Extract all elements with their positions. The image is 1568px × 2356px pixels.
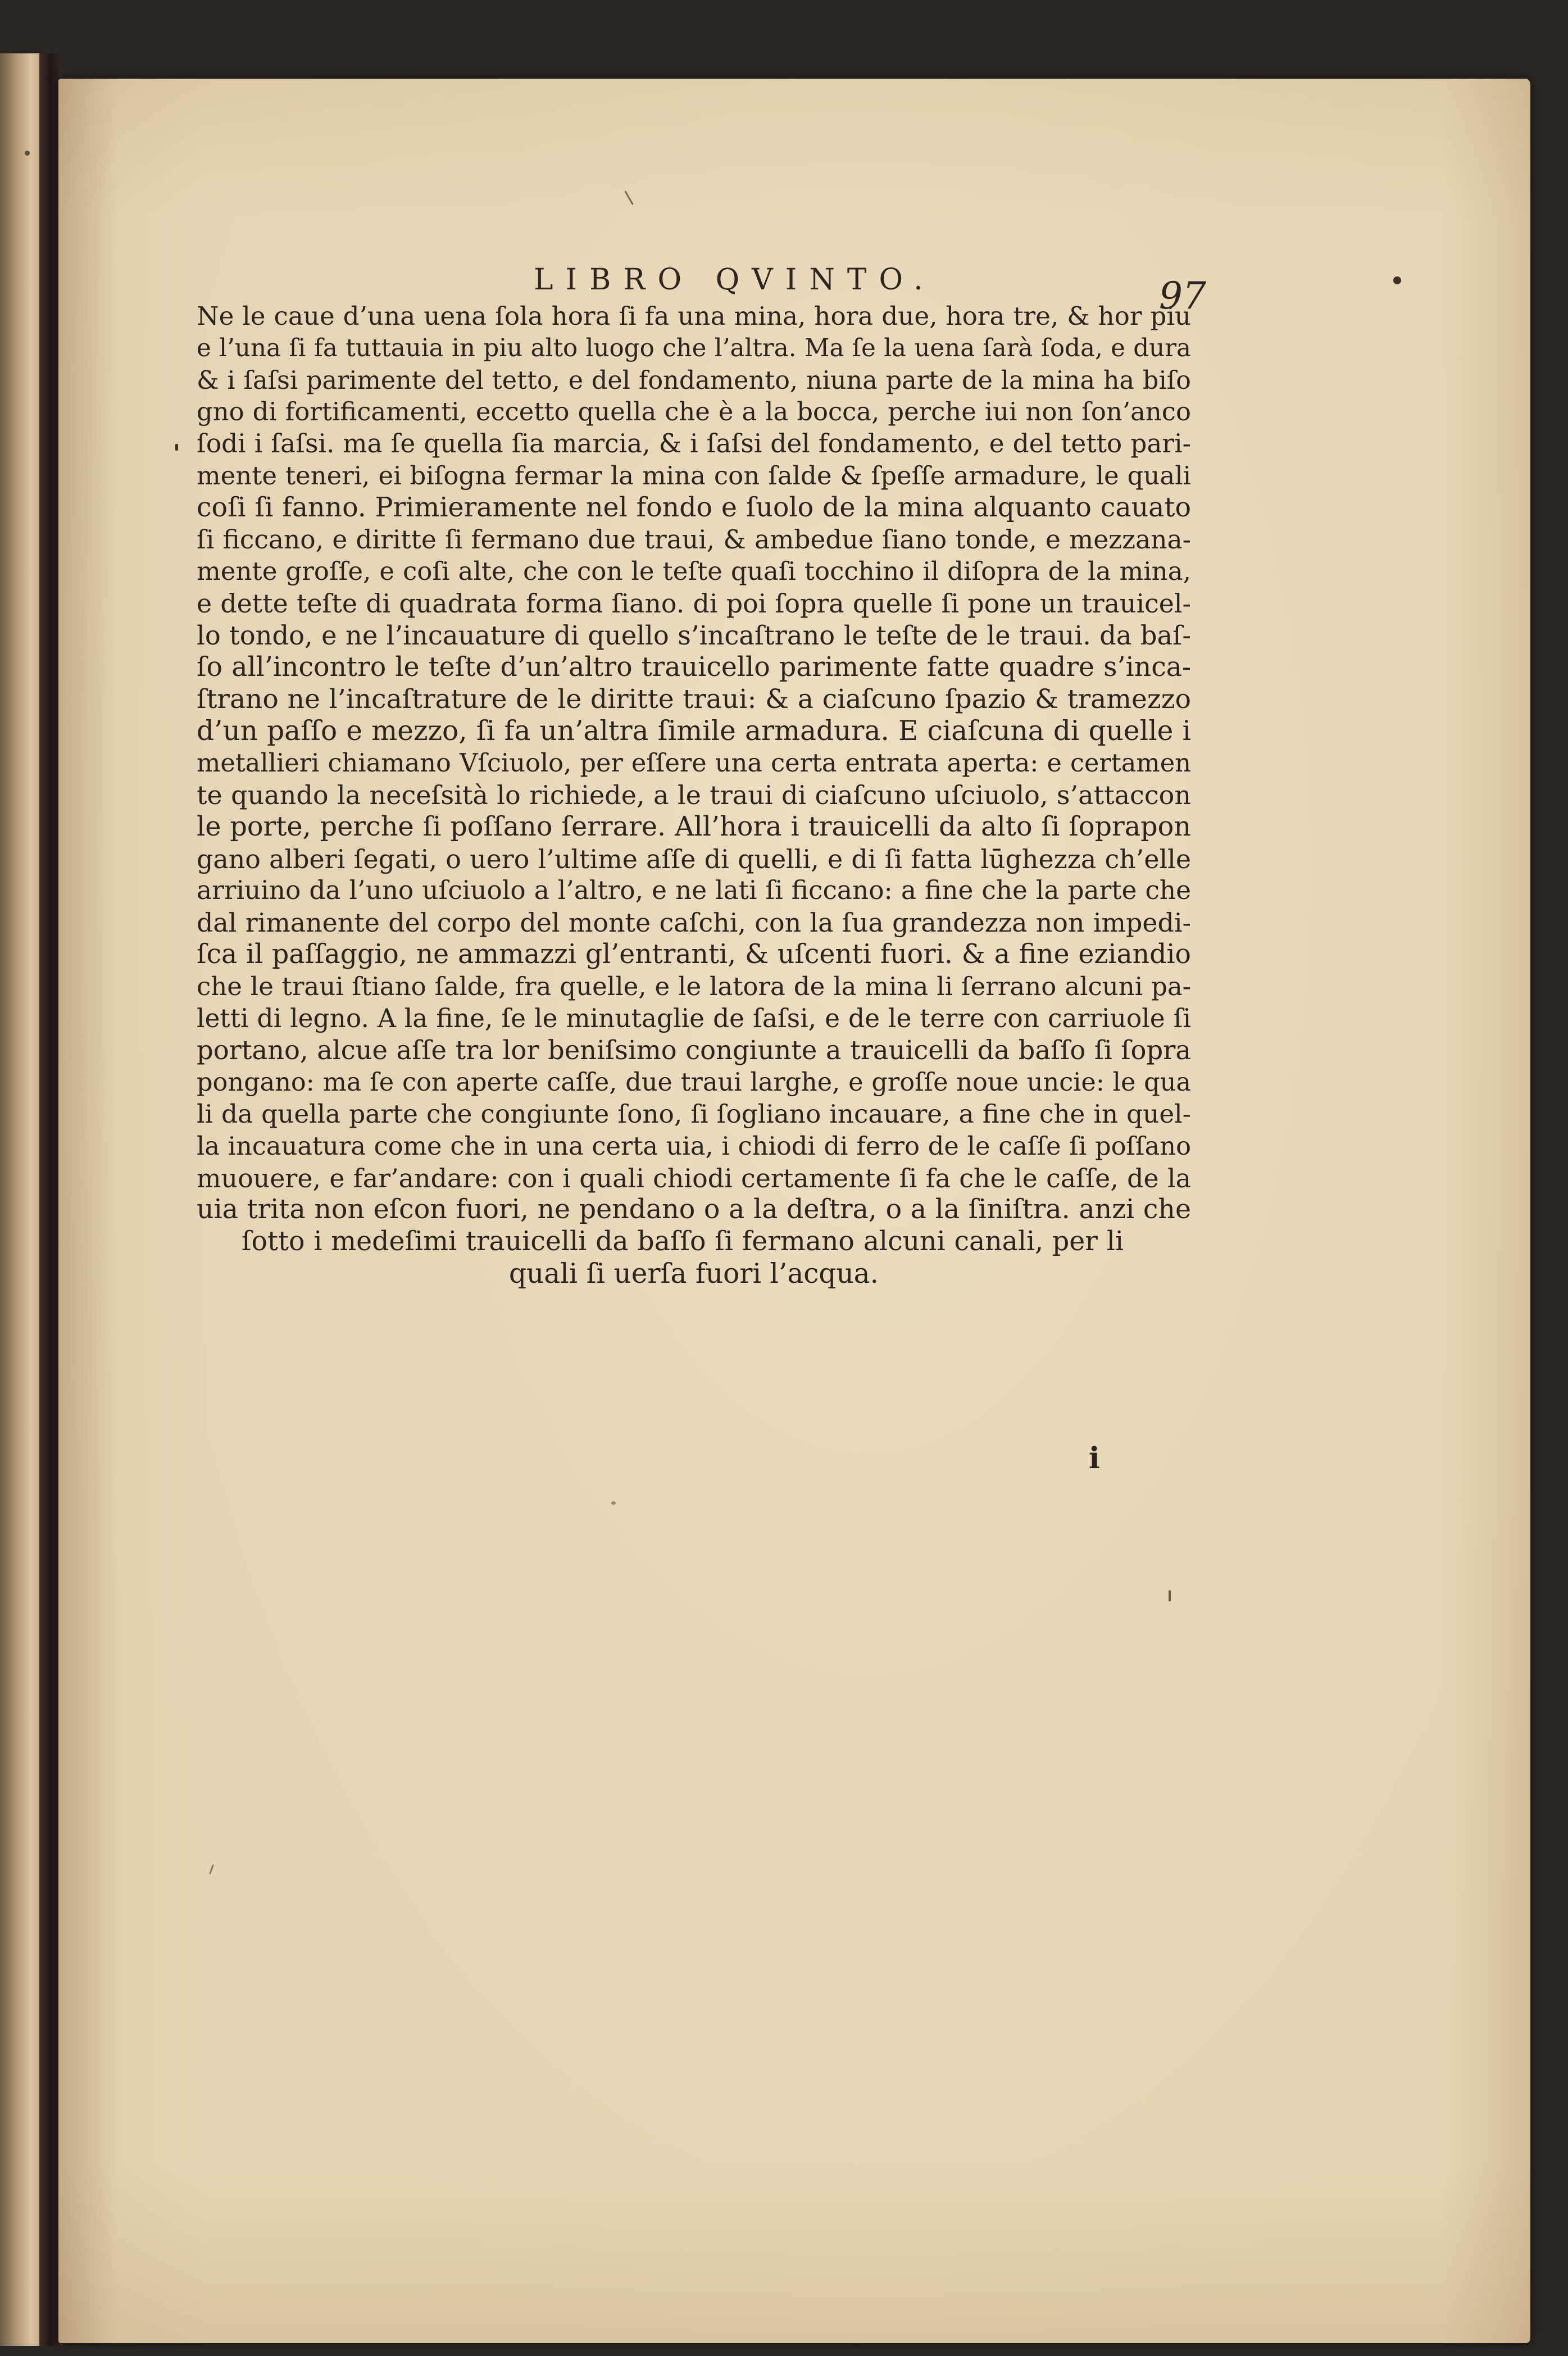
text-line: ſca il paſſaggio, ne ammazzi gl’entranti, & uſcenti fuori. & a fine eziandio: [197, 938, 1191, 970]
left-page-edge: [0, 53, 39, 2346]
text-line: ſtrano ne l’incaſtrature de le diritte traui: & a ciaſcuno ſpazio & tramezzo: [197, 683, 1191, 715]
text-line: ſotto i medeſimi trauicelli da baſſo ſi fermano alcuni canali, per li: [242, 1226, 1124, 1258]
ink-mark: [175, 444, 178, 451]
paper-stain: [611, 1501, 616, 1505]
text-line: dal rimanente del corpo del monte caſchi, con la ſua grandezza non impedi-: [197, 907, 1191, 938]
text-line: e l’una ſi fa tuttauia in piu alto luogo che l’altra. Ma ſe la uena ſarà ſoda, e dura: [197, 334, 1191, 362]
text-line: pongano: ma ſe con aperte caſſe, due traui larghe, e groſſe noue uncie: le qua: [197, 1068, 1191, 1097]
ink-spot: [1393, 276, 1401, 284]
catchword: i: [1089, 1441, 1100, 1476]
text-line: ſi ficcano, e diritte ſi fermano due traui, & ambedue ſiano tonde, e mezzana-: [197, 524, 1191, 555]
text-line: te quando la neceſsità lo richiede, a le traui di ciaſcuno uſciuolo, s’attaccon: [197, 779, 1191, 810]
text-line: letti di legno. A la fine, ſe le minutaglie de ſaſsi, e de le terre con carriuole ſi: [197, 1003, 1191, 1033]
text-line: uia trita non eſcon fuori, ne pendano o a la deſtra, o a la ſiniſtra. anzi che: [197, 1194, 1191, 1225]
text-line: Ne le caue d’una uena ſola hora ſi fa una mina, hora due, hora tre, & hor piu: [197, 301, 1191, 331]
ink-mark: [1169, 1590, 1171, 1601]
text-line: lo tondo, e ne l’incauature di quello s’incaſtrano le teſte de le traui. da baſ-: [197, 620, 1191, 651]
text-line: arriuino da l’uno uſciuolo a l’altro, e ne lati ſi ficcano: a fine che la parte che: [197, 875, 1191, 906]
text-line: coſi ſi fanno. Primieramente nel fondo e ſuolo de la mina alquanto cauato: [197, 492, 1191, 523]
text-line: la incauatura come che in una certa uia, i chiodi di ferro de le caſſe ſi poſſano: [197, 1131, 1191, 1161]
text-line: portano, alcue aſſe tra lor beniſsimo congiunte a trauicelli da baſſo ſi ſopra: [197, 1035, 1191, 1066]
running-head: LIBRO QVINTO.: [534, 263, 935, 297]
text-line: che le traui ſtiano ſalde, fra quelle, e le latora de la mina li ſerrano alcuni pa-: [197, 971, 1191, 1001]
text-line: mente teneri, ei biſogna fermar la mina con ſalde & ſpeſſe armadure, le quali: [197, 460, 1191, 491]
text-line: quali ſi uerſa fuori l’acqua.: [508, 1258, 879, 1290]
text-line: & i ſaſsi parimente del tetto, e del fondamento, niuna parte de la mina ha biſo: [197, 365, 1191, 395]
text-line: d’un paſſo e mezzo, ſi fa un’altra ſimile armadura. E ciaſcuna di quelle i: [197, 715, 1191, 747]
book-gutter: [39, 53, 58, 2346]
page-number: 97: [1159, 274, 1206, 317]
body-text-block: [197, 301, 1191, 1290]
text-line: mente groſſe, e coſi alte, che con le teſte quaſi tocchino il diſopra de la mina,: [197, 556, 1191, 587]
text-line: ſodi i ſaſsi. ma ſe quella ſia marcia, & i ſaſsi del fondamento, e del tetto pari-: [197, 429, 1191, 459]
text-line: metallieri chiamano Vſciuolo, per eſſere una certa entrata aperta: e certamen: [197, 748, 1191, 778]
text-line: li da quella parte che congiunte ſono, ſi ſogliano incauare, a fine che in quel-: [197, 1098, 1191, 1129]
text-line: gano alberi ſegati, o uero l’ultime aſſe di quelli, e di ſi fatta lūghezza ch’elle: [197, 843, 1191, 874]
text-line: gno di fortificamenti, eccetto quella che è a la bocca, perche iui non ſon’anco: [197, 397, 1191, 427]
text-line: le porte, perche ſi poſſano ſerrare. All’hora i trauicelli da alto ſi ſoprapon: [197, 811, 1191, 842]
text-line: e dette teſte di quadrata forma ſiano. di poi ſopra quelle ſi pone un trauicel-: [197, 588, 1191, 619]
text-line: muouere, e far’andare: con i quali chiodi certamente ſi fa che le caſſe, de la: [197, 1163, 1191, 1193]
text-line: ſo all’incontro le teſte d’un’altro trauicello parimente fatte quadre s’inca-: [197, 651, 1191, 683]
ink-spot: [25, 151, 30, 156]
